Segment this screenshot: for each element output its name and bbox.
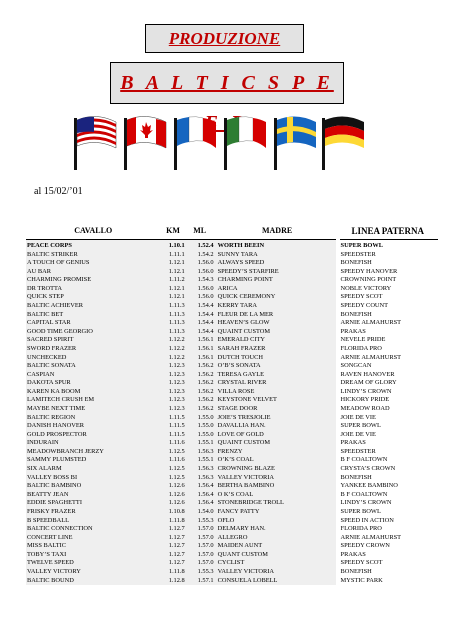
cell-linea-paterna: ARNIE ALMAHURST bbox=[338, 534, 438, 543]
cell-madre: ARICA bbox=[217, 285, 338, 294]
cell-madre: DUTCH TOUCH bbox=[217, 354, 338, 363]
table-row bbox=[26, 259, 438, 268]
cell-ml: 1.52.4 bbox=[186, 240, 217, 251]
cell-km: 1.12.6 bbox=[160, 482, 185, 491]
cell-linea-paterna: BONEFISH bbox=[338, 259, 438, 268]
cell-madre: EMERALD CITY bbox=[217, 336, 338, 345]
cell-cavallo: BALTIC REGION bbox=[26, 414, 160, 423]
cell-km: 1.12.6 bbox=[160, 491, 185, 500]
cell-linea-paterna: SPEEDY SCOT bbox=[338, 559, 438, 568]
cell-linea-paterna: BONEFISH bbox=[338, 568, 438, 577]
table-row bbox=[26, 345, 438, 354]
table-row bbox=[26, 508, 438, 517]
cell-cavallo: A TOUCH OF GENIUS bbox=[26, 259, 160, 268]
cell-ml: 1.56.2 bbox=[186, 362, 217, 371]
cell-madre: SPEEDY’S STARFIRE bbox=[217, 268, 338, 277]
cell-km: 1.10.8 bbox=[160, 508, 185, 517]
cell-ml: 1.54.0 bbox=[186, 508, 217, 517]
cell-cavallo: MISS BALTIC bbox=[26, 542, 160, 551]
cell-cavallo: DANISH HANOVER bbox=[26, 422, 160, 431]
cell-linea-paterna: CRYSTA’S CROWN bbox=[338, 465, 438, 474]
cell-ml: 1.57.0 bbox=[186, 525, 217, 534]
cell-km: 1.12.2 bbox=[160, 345, 185, 354]
cell-cavallo: BALTIC SONATA bbox=[26, 362, 160, 371]
table-row bbox=[26, 311, 438, 320]
table-row bbox=[26, 319, 438, 328]
cell-madre: FLEUR DE LA MER bbox=[217, 311, 338, 320]
cell-linea-paterna: BONEFISH bbox=[338, 311, 438, 320]
cell-ml: 1.56.4 bbox=[186, 491, 217, 500]
cell-madre: DELMARY HAN. bbox=[217, 525, 338, 534]
cell-ml: 1.54.2 bbox=[186, 251, 217, 260]
cell-ml: 1.57.0 bbox=[186, 559, 217, 568]
cell-cavallo: LAMITECH CRUSH EM bbox=[26, 396, 160, 405]
cell-km: 1.11.5 bbox=[160, 414, 185, 423]
table-row bbox=[26, 474, 438, 483]
table-row bbox=[26, 414, 438, 423]
cell-linea-paterna: JOIE DE VIE bbox=[338, 414, 438, 423]
subtitle-box bbox=[110, 62, 344, 104]
cell-linea-paterna: ARNIE ALMAHURST bbox=[338, 354, 438, 363]
table-row bbox=[26, 542, 438, 551]
cell-cavallo: FRISKY FRAZER bbox=[26, 508, 160, 517]
cell-cavallo: BALTIC STRIKER bbox=[26, 251, 160, 260]
cell-km: 1.12.3 bbox=[160, 362, 185, 371]
cell-ml: 1.56.1 bbox=[186, 345, 217, 354]
cell-km: 1.11.2 bbox=[160, 276, 185, 285]
table-row bbox=[26, 499, 438, 508]
cell-cavallo: GOLD PROSPECTOR bbox=[26, 431, 160, 440]
cell-linea-paterna: FLORIDA PRO bbox=[338, 345, 438, 354]
cell-cavallo: TOBY’S TAXI bbox=[26, 551, 160, 560]
cell-linea-paterna: PRAKAS bbox=[338, 439, 438, 448]
cell-km: 1.11.6 bbox=[160, 456, 185, 465]
cell-km: 1.12.1 bbox=[160, 259, 185, 268]
table-body bbox=[26, 240, 438, 586]
cell-ml: 1.55.3 bbox=[186, 517, 217, 526]
cell-cavallo: BALTIC BOUND bbox=[26, 577, 160, 586]
table-row bbox=[26, 285, 438, 294]
cell-cavallo: GOOD TIME GEORGIO bbox=[26, 328, 160, 337]
cell-madre: QUICK CEREMONY bbox=[217, 293, 338, 302]
cell-linea-paterna: B F COALTOWN bbox=[338, 491, 438, 500]
cell-km: 1.12.7 bbox=[160, 542, 185, 551]
table-row bbox=[26, 293, 438, 302]
cell-linea-paterna: HICKORY PRIDE bbox=[338, 396, 438, 405]
cell-cavallo: CHARMING PROMISE bbox=[26, 276, 160, 285]
cell-madre: QUAINT CUSTOM bbox=[217, 328, 338, 337]
cell-ml: 1.55.0 bbox=[186, 431, 217, 440]
cell-cavallo: UNCHECKED bbox=[26, 354, 160, 363]
cell-ml: 1.57.0 bbox=[186, 534, 217, 543]
table-row bbox=[26, 354, 438, 363]
cell-linea-paterna: SUPER BOWL bbox=[338, 240, 438, 251]
cell-cavallo: SAMMY PLUMSTED bbox=[26, 456, 160, 465]
cell-ml: 1.56.1 bbox=[186, 336, 217, 345]
cell-linea-paterna: MYSTIC PARK bbox=[338, 577, 438, 586]
cell-km: 1.12.2 bbox=[160, 354, 185, 363]
cell-km: 1.12.5 bbox=[160, 448, 185, 457]
cell-linea-paterna: BONEFISH bbox=[338, 474, 438, 483]
table-row bbox=[26, 336, 438, 345]
italy-flag bbox=[222, 112, 268, 170]
cell-ml: 1.55.1 bbox=[186, 456, 217, 465]
table-row bbox=[26, 276, 438, 285]
cell-ml: 1.54.4 bbox=[186, 319, 217, 328]
cell-cavallo: B SPEEDBALL bbox=[26, 517, 160, 526]
cell-madre: CRYSTAL RIVER bbox=[217, 379, 338, 388]
cell-linea-paterna: SUPER BOWL bbox=[338, 508, 438, 517]
cell-ml: 1.57.0 bbox=[186, 542, 217, 551]
cell-madre: FRENZY bbox=[217, 448, 338, 457]
table-row bbox=[26, 268, 438, 277]
table-row bbox=[26, 396, 438, 405]
cell-madre: QUANT CUSTOM bbox=[217, 551, 338, 560]
table-row bbox=[26, 559, 438, 568]
table-row bbox=[26, 362, 438, 371]
cell-madre: MAIDEN AUNT bbox=[217, 542, 338, 551]
cell-km: 1.12.3 bbox=[160, 396, 185, 405]
cell-madre: CROWNING BLAZE bbox=[217, 465, 338, 474]
cell-madre: CYCLIST bbox=[217, 559, 338, 568]
cell-madre: CONSUELA LOBELL bbox=[217, 577, 338, 586]
table-row bbox=[26, 448, 438, 457]
cell-ml: 1.56.0 bbox=[186, 285, 217, 294]
cell-ml: 1.56.3 bbox=[186, 448, 217, 457]
cell-km: 1.11.3 bbox=[160, 319, 185, 328]
cell-ml: 1.57.1 bbox=[186, 577, 217, 586]
cell-linea-paterna: PRAKAS bbox=[338, 551, 438, 560]
table-row bbox=[26, 577, 438, 586]
col-header-km: KM bbox=[160, 222, 185, 240]
cell-ml: 1.54.4 bbox=[186, 311, 217, 320]
col-header-madre: MADRE bbox=[217, 222, 338, 240]
cell-linea-paterna: SPEEDY SCOT bbox=[338, 293, 438, 302]
cell-cavallo: SWORD FRAZER bbox=[26, 345, 160, 354]
cell-linea-paterna: PRAKAS bbox=[338, 328, 438, 337]
table-row bbox=[26, 534, 438, 543]
col-header-linea-paterna: LINEA PATERNA bbox=[338, 222, 438, 240]
cell-km: 1.12.1 bbox=[160, 293, 185, 302]
cell-linea-paterna: LINDY’S CROWN bbox=[338, 388, 438, 397]
cell-cavallo: PEACE CORPS bbox=[26, 240, 160, 251]
table-row bbox=[26, 491, 438, 500]
cell-km: 1.12.3 bbox=[160, 379, 185, 388]
cell-ml: 1.57.0 bbox=[186, 551, 217, 560]
cell-linea-paterna: SUPER BOWL bbox=[338, 422, 438, 431]
cell-ml: 1.56.4 bbox=[186, 499, 217, 508]
cell-madre: CHARMING POINT bbox=[217, 276, 338, 285]
cell-linea-paterna: SPEEDSTER bbox=[338, 448, 438, 457]
table-row bbox=[26, 431, 438, 440]
cell-madre: WORTH BEEIN bbox=[217, 240, 338, 251]
table-row bbox=[26, 240, 438, 251]
cell-km: 1.12.8 bbox=[160, 577, 185, 586]
cell-linea-paterna: DREAM OF GLORY bbox=[338, 379, 438, 388]
table-header-row bbox=[26, 222, 438, 240]
cell-km: 1.12.7 bbox=[160, 525, 185, 534]
cell-linea-paterna: LINDY’S CROWN bbox=[338, 499, 438, 508]
cell-ml: 1.56.0 bbox=[186, 259, 217, 268]
cell-linea-paterna: SPEED IN ACTION bbox=[338, 517, 438, 526]
cell-madre: JOIE’S TRESJOLIE bbox=[217, 414, 338, 423]
cell-km: 1.12.7 bbox=[160, 534, 185, 543]
cell-ml: 1.55.0 bbox=[186, 414, 217, 423]
usa-flag bbox=[72, 112, 118, 170]
cell-madre: HEAVEN’S GLOW bbox=[217, 319, 338, 328]
cell-cavallo: BALTIC BAMBINO bbox=[26, 482, 160, 491]
page-subtitle: B A L T I C S P E bbox=[120, 72, 334, 94]
cell-cavallo: CONCERT LINE bbox=[26, 534, 160, 543]
cell-ml: 1.56.2 bbox=[186, 396, 217, 405]
cell-linea-paterna: SPEEDY CROWN bbox=[338, 542, 438, 551]
cell-ml: 1.56.4 bbox=[186, 482, 217, 491]
cell-cavallo: EDDIE SPAGHETTI bbox=[26, 499, 160, 508]
cell-km: 1.11.6 bbox=[160, 439, 185, 448]
cell-madre: O’K’S COAL bbox=[217, 456, 338, 465]
cell-linea-paterna: SPEEDSTER bbox=[338, 251, 438, 260]
table-row bbox=[26, 456, 438, 465]
cell-km: 1.12.1 bbox=[160, 285, 185, 294]
cell-cavallo: INDURAIN bbox=[26, 439, 160, 448]
cell-madre: SUNNY TARA bbox=[217, 251, 338, 260]
cell-cavallo: VALLEY VICTORY bbox=[26, 568, 160, 577]
cell-madre: OFLO bbox=[217, 517, 338, 526]
cell-linea-paterna: YANKEE BAMBINO bbox=[338, 482, 438, 491]
cell-km: 1.11.3 bbox=[160, 311, 185, 320]
cell-km: 1.11.8 bbox=[160, 517, 185, 526]
table-row bbox=[26, 328, 438, 337]
cell-km: 1.12.5 bbox=[160, 474, 185, 483]
table-row bbox=[26, 551, 438, 560]
cell-madre: ALLEGRO bbox=[217, 534, 338, 543]
cell-linea-paterna: NEVELE PRIDE bbox=[338, 336, 438, 345]
cell-linea-paterna: CROWNING POINT bbox=[338, 276, 438, 285]
flags-row bbox=[72, 112, 362, 170]
table-row bbox=[26, 525, 438, 534]
cell-madre: O’B’S SONATA bbox=[217, 362, 338, 371]
cell-cavallo: SIX ALARM bbox=[26, 465, 160, 474]
cell-linea-paterna: FLORIDA PRO bbox=[338, 525, 438, 534]
cell-km: 1.12.7 bbox=[160, 559, 185, 568]
cell-linea-paterna: ARNIE ALMAHURST bbox=[338, 319, 438, 328]
cell-linea-paterna: SONGCAN bbox=[338, 362, 438, 371]
table-row bbox=[26, 482, 438, 491]
cell-cavallo: DR TROTTA bbox=[26, 285, 160, 294]
cell-km: 1.11.8 bbox=[160, 568, 185, 577]
table-row bbox=[26, 568, 438, 577]
cell-madre: KERRY TARA bbox=[217, 302, 338, 311]
cell-madre: STONEBRIDGE TROLL bbox=[217, 499, 338, 508]
cell-madre: STAGE DOOR bbox=[217, 405, 338, 414]
sweden-flag bbox=[272, 112, 318, 170]
cell-madre: BERTHA BAMBINO bbox=[217, 482, 338, 491]
cell-madre: QUAINT CUSTOM bbox=[217, 439, 338, 448]
cell-km: 1.11.5 bbox=[160, 431, 185, 440]
cell-cavallo: AU BAR bbox=[26, 268, 160, 277]
cell-cavallo: MEADOWBRANCH JERZY bbox=[26, 448, 160, 457]
cell-ml: 1.54.4 bbox=[186, 302, 217, 311]
cell-km: 1.11.1 bbox=[160, 251, 185, 260]
cell-linea-paterna: MEADOW ROAD bbox=[338, 405, 438, 414]
cell-madre: VILLA ROSE bbox=[217, 388, 338, 397]
table-row bbox=[26, 405, 438, 414]
cell-ml: 1.56.0 bbox=[186, 293, 217, 302]
cell-ml: 1.56.3 bbox=[186, 474, 217, 483]
cell-madre: VALLEY VICTORIA bbox=[217, 568, 338, 577]
france-flag bbox=[172, 112, 218, 170]
cell-ml: 1.55.0 bbox=[186, 422, 217, 431]
cell-linea-paterna: NOBLE VICTORY bbox=[338, 285, 438, 294]
cell-madre: LOVE OF GOLD bbox=[217, 431, 338, 440]
page-title: PRODUZIONE bbox=[168, 29, 281, 48]
table-row bbox=[26, 371, 438, 380]
cell-cavallo: CASPIAN bbox=[26, 371, 160, 380]
cell-km: 1.11.5 bbox=[160, 422, 185, 431]
cell-linea-paterna: JOIE DE VIE bbox=[338, 431, 438, 440]
cell-km: 1.11.3 bbox=[160, 328, 185, 337]
col-header-ml: ML bbox=[186, 222, 217, 240]
cell-ml: 1.54.4 bbox=[186, 328, 217, 337]
cell-km: 1.12.7 bbox=[160, 551, 185, 560]
title-box bbox=[145, 24, 304, 53]
cell-cavallo: SACRED SPIRIT bbox=[26, 336, 160, 345]
cell-km: 1.10.1 bbox=[160, 240, 185, 251]
cell-ml: 1.56.2 bbox=[186, 388, 217, 397]
cell-madre: SARAH FRAZER bbox=[217, 345, 338, 354]
cell-madre: TERESA GAYLE bbox=[217, 371, 338, 380]
cell-ml: 1.54.3 bbox=[186, 276, 217, 285]
cell-madre: O K’S COAL bbox=[217, 491, 338, 500]
cell-ml: 1.56.1 bbox=[186, 354, 217, 363]
cell-linea-paterna: SPEEDY HANOVER bbox=[338, 268, 438, 277]
cell-linea-paterna: SPEEDY COUNT bbox=[338, 302, 438, 311]
cell-cavallo: BALTIC CONNECTION bbox=[26, 525, 160, 534]
cell-cavallo: KAREN KA BOOM bbox=[26, 388, 160, 397]
germany-flag bbox=[320, 112, 366, 170]
cell-km: 1.12.3 bbox=[160, 388, 185, 397]
cell-ml: 1.56.2 bbox=[186, 405, 217, 414]
production-table bbox=[26, 222, 438, 585]
cell-km: 1.12.6 bbox=[160, 499, 185, 508]
cell-cavallo: BEATTY JEAN bbox=[26, 491, 160, 500]
cell-linea-paterna: B F COALTOWN bbox=[338, 456, 438, 465]
cell-cavallo: CAPITAL STAR bbox=[26, 319, 160, 328]
table-row bbox=[26, 388, 438, 397]
cell-madre: KEYSTONE VELVET bbox=[217, 396, 338, 405]
table-row bbox=[26, 517, 438, 526]
cell-cavallo: DAKOTA SPUR bbox=[26, 379, 160, 388]
table-row bbox=[26, 302, 438, 311]
cell-km: 1.12.1 bbox=[160, 268, 185, 277]
cell-madre: DAVALLIA HAN. bbox=[217, 422, 338, 431]
cell-cavallo: TWELVE SPEED bbox=[26, 559, 160, 568]
table-row bbox=[26, 379, 438, 388]
cell-cavallo: BALTIC BET bbox=[26, 311, 160, 320]
cell-km: 1.11.3 bbox=[160, 302, 185, 311]
cell-ml: 1.56.3 bbox=[186, 465, 217, 474]
cell-km: 1.12.3 bbox=[160, 405, 185, 414]
cell-cavallo: QUICK STEP bbox=[26, 293, 160, 302]
cell-km: 1.12.3 bbox=[160, 371, 185, 380]
table-row bbox=[26, 422, 438, 431]
cell-madre: FANCY PATTY bbox=[217, 508, 338, 517]
cell-madre: ALWAYS SPEED bbox=[217, 259, 338, 268]
cell-ml: 1.56.2 bbox=[186, 379, 217, 388]
date-label: al 15/02/’01 bbox=[34, 186, 83, 197]
canada-flag bbox=[122, 112, 168, 170]
cell-cavallo: VALLEY BOSS BI bbox=[26, 474, 160, 483]
col-header-cavallo: CAVALLO bbox=[26, 222, 160, 240]
cell-ml: 1.56.0 bbox=[186, 268, 217, 277]
cell-km: 1.12.5 bbox=[160, 465, 185, 474]
cell-linea-paterna: RAVEN HANOVER bbox=[338, 371, 438, 380]
cell-cavallo: BALTIC ACHIEVER bbox=[26, 302, 160, 311]
cell-madre: VALLEY VICTORIA bbox=[217, 474, 338, 483]
cell-ml: 1.55.3 bbox=[186, 568, 217, 577]
cell-cavallo: MAYBE NEXT TIME bbox=[26, 405, 160, 414]
table-row bbox=[26, 439, 438, 448]
cell-ml: 1.55.1 bbox=[186, 439, 217, 448]
cell-ml: 1.56.2 bbox=[186, 371, 217, 380]
table-row bbox=[26, 465, 438, 474]
cell-km: 1.12.2 bbox=[160, 336, 185, 345]
table-row bbox=[26, 251, 438, 260]
